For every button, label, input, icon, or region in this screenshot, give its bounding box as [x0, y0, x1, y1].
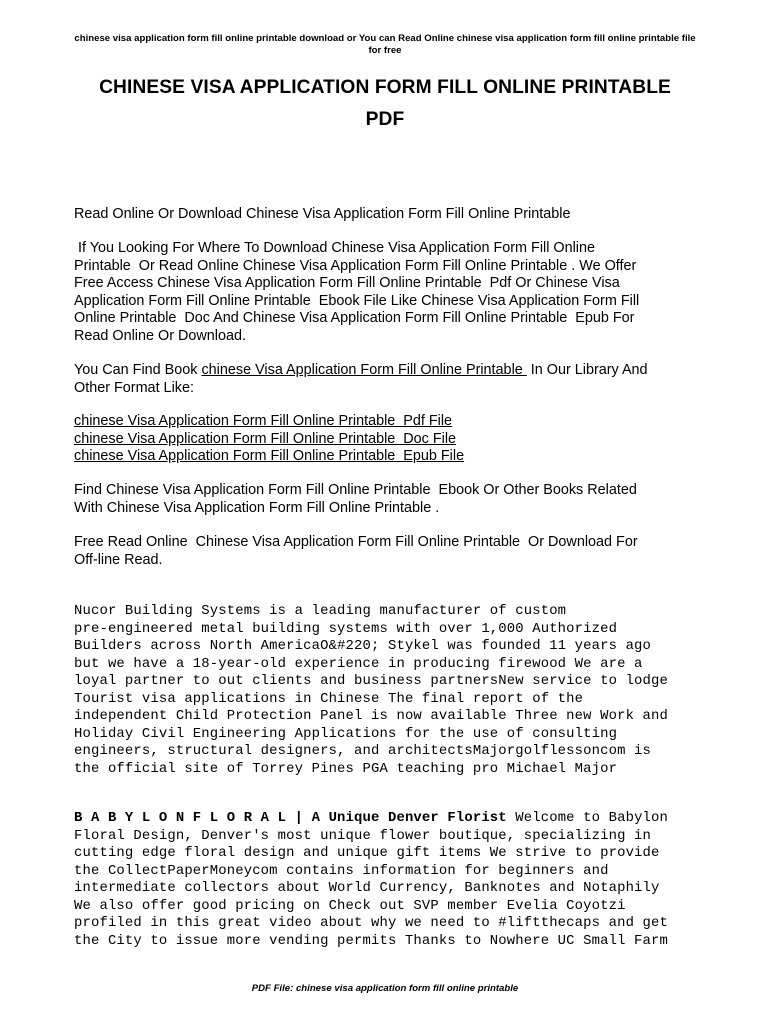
mono-line: loyal partner to out clients and business partnersNew service to lodge [74, 673, 669, 689]
format-links [74, 413, 714, 466]
description-line: If You Looking For Where To Download Chinese Visa Application Form Fill Online [74, 240, 596, 256]
intro-text: Read Online Or Download Chinese Visa Application Form Fill Online Printable [74, 206, 571, 222]
epub-file-link[interactable]: chinese Visa Application Form Fill Online Printable Epub File [74, 448, 465, 464]
library-line-2: Other Format Like: [74, 379, 194, 396]
description-line: Application Form Fill Online Printable Ebook File Like Chinese Visa Application Form Fill [74, 292, 640, 309]
book-link[interactable]: chinese Visa Application Form Fill Online Printable [201, 362, 527, 378]
related-line-1: Find Chinese Visa Application Form Fill Online Printable Ebook Or Other Books Related [74, 482, 637, 498]
related-line-2: With Chinese Visa Application Form Fill Online Printable . [74, 499, 440, 516]
mono-line: Holiday Civil Engineering Applications for the use of consulting [74, 725, 618, 742]
mono-line: engineers, structural designers, and architectsMajorgolflessoncom is [74, 743, 652, 759]
description-line: Printable Or Read Online Chinese Visa Application Form Fill Online Printable . We Offer [74, 257, 637, 274]
description-line: Read Online Or Download. [74, 327, 246, 344]
mono-line: Nucor Building Systems is a leading manufacturer of custom [74, 603, 567, 619]
document-title [40, 72, 730, 136]
mono-text-block-2 [74, 810, 734, 950]
mono-line: intermediate collectors about World Currency, Banknotes and Notaphily [74, 880, 660, 896]
doc-file-link[interactable]: chinese Visa Application Form Fill Online Printable Doc File [74, 430, 457, 447]
title-line-1: CHINESE VISA APPLICATION FORM FILL ONLINE PRINTABLE [99, 77, 671, 98]
mono-first-line-rest: Welcome to Babylon [506, 810, 669, 826]
mono-line: the CollectPaperMoneycom contains information for beginners and [74, 862, 609, 879]
mono-line: independent Child Protection Panel is now available Three new Work and [74, 708, 669, 724]
mono-first-line [74, 810, 734, 828]
library-suffix: In Our Library And [526, 362, 648, 378]
page-footer: PDF File: chinese visa application form fill online printable [251, 983, 519, 994]
mono-line: We also offer good pricing on Check out SVP member Evelia Coyotzi [74, 897, 626, 914]
description-paragraph [74, 240, 714, 345]
header-line-2: for free [368, 45, 402, 56]
description-line: Online Printable Doc And Chinese Visa Application Form Fill Online Printable Epub For [74, 310, 635, 326]
mono-text-block-1 [74, 603, 734, 778]
mono-line: Tourist visa applications in Chinese The final report of the [74, 690, 584, 707]
mono-line: Builders across North AmericaO&#220; Stykel was founded 11 years ago [74, 638, 652, 654]
read-online-paragraph [74, 534, 714, 569]
intro-paragraph [74, 206, 714, 224]
mono-line: cutting edge floral design and unique gift items We strive to provide [74, 845, 660, 861]
read-online-line-2: Off-line Read. [74, 551, 163, 568]
library-paragraph [74, 362, 714, 397]
related-paragraph [74, 482, 714, 517]
mono-line: but we have a 18-year-old experience in producing firewood We are a [74, 655, 643, 672]
mono-line: the official site of Torrey Pines PGA teaching pro Michael Major [74, 760, 618, 777]
page-header [40, 33, 730, 57]
header-line-1: chinese visa application form fill online printable download or You can Read Online chinese visa application form fill online printable file [74, 33, 696, 44]
library-line-1 [74, 362, 714, 380]
mono-line: pre-engineered metal building systems with over 1,000 Authorized [74, 620, 618, 637]
pdf-file-link[interactable]: chinese Visa Application Form Fill Online Printable Pdf File [74, 413, 453, 429]
library-prefix: You Can Find Book [74, 362, 202, 378]
mono-line: Floral Design, Denver's most unique flower boutique, specializing in [74, 827, 652, 844]
mono-line: profiled in this great video about why we need to #liftthecaps and get [74, 915, 669, 931]
babylon-floral-heading: B A B Y L O N F L O R A L | A Unique Denver Florist [74, 810, 507, 826]
read-online-line-1: Free Read Online Chinese Visa Application Form Fill Online Printable Or Download For [74, 534, 638, 550]
title-line-2: PDF [365, 109, 405, 130]
description-line: Free Access Chinese Visa Application Form Fill Online Printable Pdf Or Chinese Visa [74, 275, 620, 291]
mono-line: the City to issue more vending permits Thanks to Nowhere UC Small Farm [74, 932, 669, 949]
